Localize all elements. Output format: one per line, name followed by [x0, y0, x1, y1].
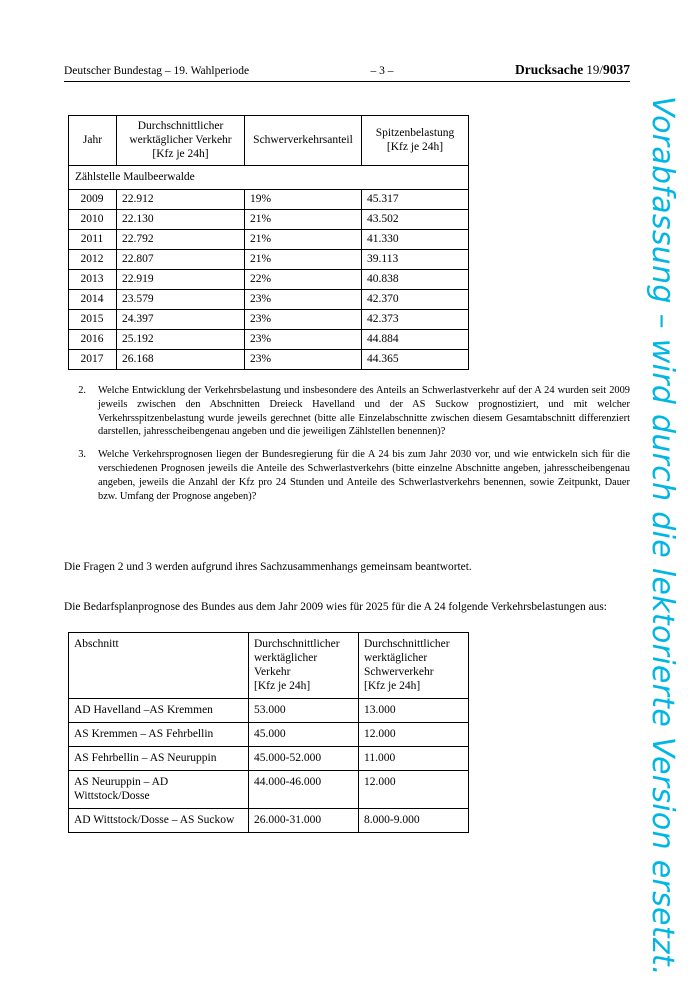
table2-header-dtv-line2: werktäglicher — [254, 652, 318, 665]
table1-header-dtv-line3: [Kfz je 24h] — [152, 148, 209, 161]
forecast-table-container — [68, 632, 468, 833]
cell-schwerverkehrsanteil: 23% — [245, 290, 362, 310]
cell-spitzenbelastung: 42.373 — [362, 310, 469, 330]
forecast-intro-paragraph: Die Bedarfsplanprognose des Bundes aus dem Jahr 2009 wies für 2025 für die A 24 folgende Verkehrsbelastungen aus: — [64, 601, 607, 613]
cell-abschnitt: AD Wittstock/Dosse – AS Suckow — [69, 809, 249, 833]
table-row — [69, 210, 469, 230]
cell-schwerverkehrsanteil: 22% — [245, 270, 362, 290]
drucksache-label: Drucksache — [515, 62, 584, 77]
table1-header-spitz-line1: Spitzenbelastung — [375, 127, 455, 139]
table-row — [69, 747, 469, 771]
cell-spitzenbelastung: 45.317 — [362, 190, 469, 210]
table1-header-dtv — [117, 116, 245, 166]
cell-dtv: 23.579 — [117, 290, 245, 310]
answer-note-paragraph: Die Fragen 2 und 3 werden aufgrund ihres Sachzusammenhangs gemeinsam beantwortet. — [64, 561, 472, 573]
cell-schwerverkehrsanteil: 19% — [245, 190, 362, 210]
cell-abschnitt: AS Neuruppin – AD Wittstock/Dosse — [69, 771, 249, 809]
list-item — [64, 448, 630, 503]
cell-dtv: 26.000-31.000 — [249, 809, 359, 833]
drucksache-number-value: 9037 — [603, 62, 630, 77]
table2-header-sv-line3: Schwerverkehr — [364, 666, 434, 679]
cell-abschnitt: AS Fehrbellin – AS Neuruppin — [69, 747, 249, 771]
table2-header-abschnitt: Abschnitt — [69, 633, 249, 699]
table2-header-dtv — [249, 633, 359, 699]
table1-header-spitz-line2: [Kfz je 24h] — [386, 141, 444, 154]
cell-dtv: 22.792 — [117, 230, 245, 250]
table-row — [69, 330, 469, 350]
cell-dtv: 22.912 — [117, 190, 245, 210]
table2-header-sv-line1: Durchschnittlicher — [364, 638, 450, 650]
cell-spitzenbelastung: 44.365 — [362, 350, 469, 370]
cell-schwerverkehrsanteil: 21% — [245, 210, 362, 230]
table2-header-dtv-line3: Verkehr — [254, 666, 291, 679]
cell-dtv: 22.807 — [117, 250, 245, 270]
cell-dtv: 24.397 — [117, 310, 245, 330]
question-text: Welche Entwicklung der Verkehrsbelastung und insbesondere des Anteils an Schwerlastverkehr auf der A 24 wurden seit 2009 jeweils zwischen den Abschnitten Dreieck Havelland und der AS Suckow prognostiziert, und mit welcher Verkehrsspitzenbelastung wurde jeweils gerechnet (bitte alle Einzelabschnitte zwischen diesem Gesamtabschnitt differenziert darstellen, jahresscheibengenau angeben und die jeweiligen Zählstellen benennen)? — [98, 385, 630, 438]
header-drucksache — [515, 62, 630, 78]
table1-header-schwerverkehrsanteil: Schwerverkehrsanteil — [245, 116, 362, 166]
cell-spitzenbelastung: 44.884 — [362, 330, 469, 350]
table-row — [69, 699, 469, 723]
traffic-count-table — [68, 115, 469, 370]
question-number: 3. — [78, 449, 86, 461]
cell-abschnitt: AS Kremmen – AS Fehrbellin — [69, 723, 249, 747]
forecast-table — [68, 632, 469, 833]
cell-jahr: 2013 — [69, 270, 117, 290]
cell-dtv: 22.130 — [117, 210, 245, 230]
header-divider — [64, 81, 630, 82]
page-header — [64, 62, 630, 78]
cell-schwerverkehr: 8.000-9.000 — [359, 809, 469, 833]
cell-spitzenbelastung: 42.370 — [362, 290, 469, 310]
cell-schwerverkehrsanteil: 23% — [245, 350, 362, 370]
cell-jahr: 2015 — [69, 310, 117, 330]
question-number: 2. — [78, 385, 86, 396]
table1-header-jahr: Jahr — [69, 116, 117, 166]
cell-schwerverkehr: 12.000 — [359, 771, 469, 809]
cell-spitzenbelastung: 39.113 — [362, 250, 469, 270]
table1-title: Zählstelle Maulbeerwalde — [69, 166, 469, 190]
table1-header-dtv-line1: Durchschnittlicher — [137, 120, 224, 132]
cell-jahr: 2017 — [69, 350, 117, 370]
cell-spitzenbelastung: 41.330 — [362, 230, 469, 250]
question-text: Welche Verkehrsprognosen liegen der Bundesregierung für die A 24 bis zum Jahr 2030 vor, und wie entwickeln sich für die verschiedenen Prognosen jeweils die Anteile des Schwerlastverkehrs (bitte einzelne Abschnitte angeben, jahresscheibengenau angeben, jeweils die Anzahl der Kfz pro 24 Stunden und Anteile des Schwerlastverkehrs benennen, sowie Zeitpunkt, Dauer bzw. Umfang der Prognose angeben)? — [98, 449, 630, 502]
table-row — [69, 230, 469, 250]
table-row — [69, 190, 469, 210]
table-title-row — [69, 166, 469, 190]
cell-dtv: 53.000 — [249, 699, 359, 723]
table2-header-sv-line2: werktäglicher — [364, 652, 428, 665]
table-row — [69, 250, 469, 270]
watermark-text: Vorabfassung – wird durch die lektorierte Version ersetzt. — [645, 96, 680, 976]
cell-jahr: 2012 — [69, 250, 117, 270]
table-row — [69, 723, 469, 747]
cell-dtv: 45.000-52.000 — [249, 747, 359, 771]
table-header-row — [69, 116, 469, 166]
watermark — [632, 0, 700, 990]
cell-spitzenbelastung: 40.838 — [362, 270, 469, 290]
traffic-count-table-container — [68, 115, 468, 370]
cell-abschnitt: AD Havelland –AS Kremmen — [69, 699, 249, 723]
cell-jahr: 2014 — [69, 290, 117, 310]
cell-jahr: 2009 — [69, 190, 117, 210]
cell-schwerverkehrsanteil: 23% — [245, 330, 362, 350]
cell-jahr: 2011 — [69, 230, 117, 250]
cell-dtv: 22.919 — [117, 270, 245, 290]
table-row — [69, 771, 469, 809]
table2-header-schwerverkehr — [359, 633, 469, 699]
table-row — [69, 350, 469, 370]
table2-body — [69, 699, 469, 833]
cell-dtv: 26.168 — [117, 350, 245, 370]
drucksache-number — [586, 62, 630, 77]
list-item — [64, 384, 630, 439]
table-row — [69, 270, 469, 290]
table-header-row — [69, 633, 469, 699]
cell-jahr: 2010 — [69, 210, 117, 230]
cell-schwerverkehr: 11.000 — [359, 747, 469, 771]
cell-schwerverkehrsanteil: 23% — [245, 310, 362, 330]
cell-dtv: 45.000 — [249, 723, 359, 747]
cell-spitzenbelastung: 43.502 — [362, 210, 469, 230]
header-parliament-label: Deutscher Bundestag – 19. Wahlperiode — [64, 65, 250, 77]
table2-header-dtv-line4: [Kfz je 24h] — [254, 680, 311, 693]
table-row — [69, 310, 469, 330]
cell-schwerverkehrsanteil: 21% — [245, 230, 362, 250]
table-row — [69, 290, 469, 310]
drucksache-number-prefix: 19/ — [586, 62, 603, 77]
cell-dtv: 25.192 — [117, 330, 245, 350]
table1-header-dtv-line2: werktäglicher Verkehr — [129, 134, 232, 147]
page-number: – 3 – — [370, 65, 394, 77]
table-row — [69, 809, 469, 833]
question-list — [64, 384, 630, 513]
cell-dtv: 44.000-46.000 — [249, 771, 359, 809]
table1-body — [69, 190, 469, 370]
cell-schwerverkehr: 13.000 — [359, 699, 469, 723]
cell-schwerverkehrsanteil: 21% — [245, 250, 362, 270]
table1-header-spitzenbelastung — [362, 116, 469, 166]
cell-jahr: 2016 — [69, 330, 117, 350]
table2-header-dtv-line1: Durchschnittlicher — [254, 638, 340, 650]
cell-schwerverkehr: 12.000 — [359, 723, 469, 747]
table2-header-sv-line4: [Kfz je 24h] — [364, 680, 421, 693]
